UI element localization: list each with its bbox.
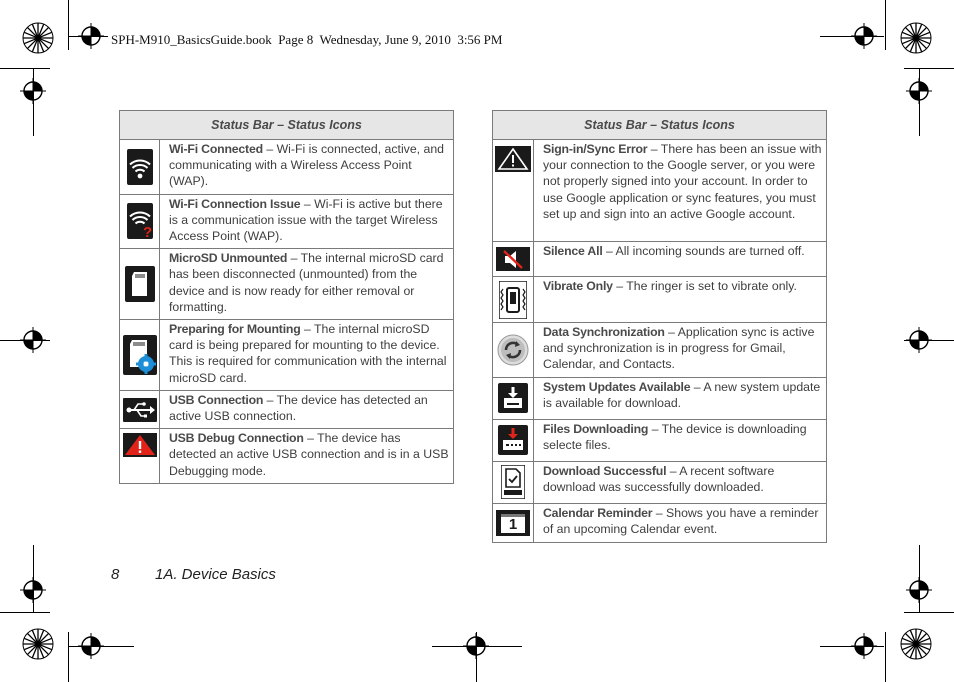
system-updates-icon: [498, 383, 528, 413]
download-successful-icon: [501, 465, 525, 499]
status-description: [160, 249, 454, 320]
usb-debug-icon: [123, 433, 157, 457]
status-name: Calendar Reminder: [543, 505, 653, 520]
registration-mark-icon: [851, 23, 877, 49]
starburst-mark-icon: [900, 628, 932, 660]
status-text: – Wi-Fi is active but there is a communication issue with the target Wireless Access Point (WAP).: [169, 196, 443, 244]
status-description: [534, 377, 827, 419]
status-name: Download Successful: [543, 463, 667, 478]
table-row: [120, 194, 454, 249]
table-heading: Status Bar – Status Icons: [493, 111, 827, 140]
registration-mark-icon: [20, 577, 46, 603]
table-row: [120, 249, 454, 320]
starburst-mark-icon: [22, 628, 54, 660]
registration-mark-icon: [906, 327, 932, 353]
page-number: 8: [111, 566, 120, 583]
microsd-unmounted-icon: [125, 266, 155, 302]
status-text: – The device has detected an active USB connection.: [169, 392, 428, 424]
table-row: [493, 323, 827, 378]
preparing-mounting-icon: [123, 335, 157, 375]
wifi-issue-icon: [127, 203, 153, 239]
status-description: [534, 503, 827, 542]
status-icons-table-left: [119, 110, 454, 484]
registration-mark-icon: [78, 23, 104, 49]
crop-mark: [885, 632, 886, 682]
table-row: [493, 377, 827, 419]
status-text: – The internal microSD card is being prepared for mounting to the device. This is required for communication with the internal microSD card.: [169, 322, 447, 385]
status-text: – A new system update is available for download.: [543, 379, 821, 410]
table-row: [120, 429, 454, 484]
status-description: [534, 277, 827, 323]
table-row: [493, 140, 827, 242]
registration-mark-icon: [906, 577, 932, 603]
crop-mark: [904, 612, 954, 613]
registration-mark-icon: [20, 78, 46, 104]
registration-mark-icon: [906, 78, 932, 104]
status-text: – The ringer is set to vibrate only.: [612, 279, 797, 293]
files-downloading-icon: [498, 425, 528, 455]
starburst-mark-icon: [900, 22, 932, 54]
registration-mark-icon: [851, 633, 877, 659]
status-description: [160, 390, 454, 428]
status-text: – Wi-Fi is connected, active, and communicating with a Wireless Access Point (WAP).: [169, 142, 445, 189]
status-text: – Application sync is active and synchronization is in progress for Gmail, Calendar, and Contacts.: [543, 325, 815, 372]
status-name: System Updates Available: [543, 379, 691, 394]
status-name: Data Synchronization: [543, 325, 665, 339]
status-description: [160, 429, 454, 484]
crop-mark: [0, 68, 50, 69]
status-description: [160, 140, 454, 195]
table-row: [120, 140, 454, 195]
registration-mark-icon: [78, 633, 104, 659]
status-description: [534, 461, 827, 503]
registration-mark-icon: [20, 327, 46, 353]
status-text: – The device is downloading selecte files.: [543, 421, 807, 452]
calendar-day-number: 1: [508, 515, 518, 533]
status-text: – A recent software download was successfully downloaded.: [543, 463, 775, 494]
table-row: [493, 277, 827, 323]
silence-all-icon: [496, 247, 530, 271]
table-row: [493, 419, 827, 461]
crop-mark: [904, 68, 954, 69]
print-header: SPH-M910_BasicsGuide.book Page 8 Wednesday, June 9, 2010 3:56 PM: [111, 32, 503, 47]
wifi-connected-icon: [127, 149, 153, 185]
status-name: Wi-Fi Connection Issue: [169, 196, 301, 211]
table-heading: Status Bar – Status Icons: [120, 111, 454, 140]
crop-mark: [0, 612, 50, 613]
page-footer: [111, 566, 276, 583]
status-description: [160, 194, 454, 249]
status-icons-table-right: [492, 110, 827, 543]
calendar-reminder-icon: [496, 510, 530, 536]
status-text: – The internal microSD card has been disconnected (unmounted) from the device and is now ready for either removal or formatting.: [169, 251, 444, 314]
status-text: – The device has detected an active USB connection and is in a USB Debugging mode.: [169, 431, 449, 478]
crop-mark: [68, 0, 69, 50]
status-text: – There has been an issue with your connection to the Google server, or you were not properly signed into your account. In order to use Google application or sync features, you must set up and sign into an active Google account.: [543, 142, 822, 221]
status-description: [534, 419, 827, 461]
status-text: – Shows you have a reminder of an upcoming Calendar event.: [543, 505, 819, 536]
status-description: [534, 242, 827, 277]
status-name: Vibrate Only: [543, 279, 613, 293]
status-name: USB Debug Connection: [169, 431, 304, 446]
table-row: [493, 503, 827, 542]
status-name: Wi-Fi Connected: [169, 142, 263, 156]
status-name: Silence All: [543, 244, 603, 258]
status-name: Files Downloading: [543, 421, 649, 436]
table-header-row: [493, 111, 827, 140]
table-row: [120, 390, 454, 428]
section-title: 1A. Device Basics: [155, 566, 276, 583]
status-name: MicroSD Unmounted: [169, 251, 288, 266]
vibrate-only-icon: [499, 281, 527, 319]
status-name: Sign-in/Sync Error: [543, 142, 648, 156]
status-name: Preparing for Mounting: [169, 322, 301, 337]
usb-connection-icon: [123, 398, 157, 422]
status-name: USB Connection: [169, 392, 264, 407]
table-header-row: [120, 111, 454, 140]
data-sync-icon: [497, 334, 529, 366]
svg-text:?: ?: [142, 224, 152, 240]
status-description: [534, 323, 827, 378]
crop-mark: [68, 632, 69, 682]
table-row: [493, 242, 827, 277]
table-row: [493, 461, 827, 503]
starburst-mark-icon: [22, 22, 54, 54]
crop-mark: [885, 0, 886, 50]
registration-mark-icon: [463, 633, 489, 659]
table-row: [120, 320, 454, 391]
status-description: [160, 320, 454, 391]
status-description: [534, 140, 827, 242]
sync-error-icon: [495, 146, 531, 172]
status-text: – All incoming sounds are turned off.: [602, 244, 805, 258]
